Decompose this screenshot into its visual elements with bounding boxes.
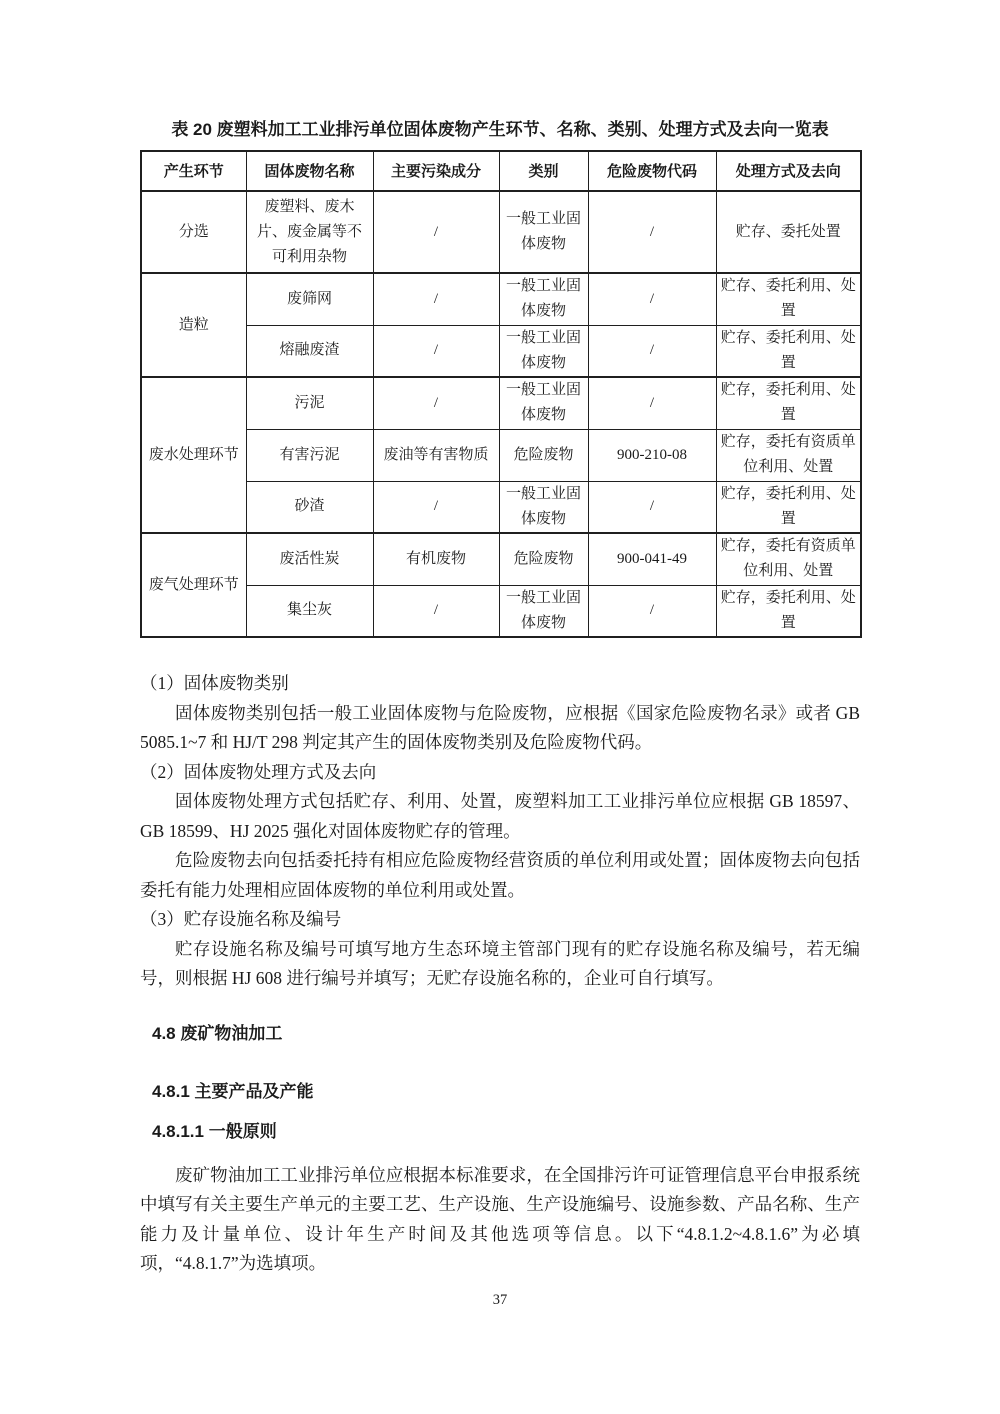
table-row [141,191,861,273]
note-item-heading: （2）固体废物处理方式及去向 [140,761,377,782]
cell-code: / [588,325,716,377]
note-item-heading: （1）固体废物类别 [140,673,289,693]
cell-pollutant: / [373,377,499,429]
cell-stage: 废气处理环节 [141,533,246,637]
note-paragraph: 固体废物处理方式包括贮存、利用、处置，废塑料加工工业排污单位应根据 GB 18597、GB 18599、HJ 2025 强化对固体废物贮存的管理。 [140,791,860,841]
cell-disposal: 贮存、委托利用、处置 [716,325,861,377]
cell-disposal: 贮存，委托有资质单位利用、处置 [716,429,861,481]
cell-disposal: 贮存，委托利用、处置 [716,481,861,533]
header-code: 危险废物代码 [588,151,716,191]
cell-code: 900-041-49 [588,533,716,585]
page-content [140,0,860,1279]
section-paragraph: 废矿物油加工工业排污单位应根据本标准要求，在全国排污许可证管理信息平台申报系统中填写有关主要生产单元的主要工艺、生产设施、生产设施编号、设施参数、产品名称、生产能力及计量单位、设计年生产时间及其他选项等信息。以下“4.8.1.2~4.8.1.6”为必填项，“4.8.1.7”为选填项。 [140,1164,860,1273]
table-row [141,533,861,585]
header-disposal: 处理方式及去向 [716,151,861,191]
cell-pollutant: 有机废物 [373,533,499,585]
cell-category: 一般工业固体废物 [499,585,588,637]
cell-waste-name: 集尘灰 [246,585,373,637]
header-waste-name: 固体废物名称 [246,151,373,191]
cell-waste-name: 废塑料、废木片、废金属等不可利用杂物 [246,191,373,273]
cell-waste-name: 废筛网 [246,273,373,325]
cell-category: 一般工业固体废物 [499,191,588,273]
cell-category: 一般工业固体废物 [499,377,588,429]
cell-category: 一般工业固体废物 [499,273,588,325]
cell-stage: 分选 [141,191,246,273]
cell-category: 一般工业固体废物 [499,325,588,377]
table-row [141,481,861,533]
cell-code: 900-210-08 [588,429,716,481]
note-paragraph: 固体废物类别包括一般工业固体废物与危险废物，应根据《国家危险废物名录》或者 GB 5085.1~7 和 HJ/T 298 判定其产生的固体废物类别及危险废物代码。 [140,702,860,752]
cell-pollutant: / [373,481,499,533]
table-row [141,585,861,637]
header-pollutant: 主要污染成分 [373,151,499,191]
cell-disposal: 贮存、委托利用、处置 [716,273,861,325]
cell-pollutant: / [373,325,499,377]
page-number: 37 [492,1292,508,1308]
table-row [141,325,861,377]
cell-waste-name: 有害污泥 [246,429,373,481]
table-header-row [141,151,861,191]
cell-code: / [588,377,716,429]
cell-stage: 造粒 [141,273,246,377]
cell-disposal: 贮存，委托利用、处置 [716,377,861,429]
cell-pollutant: 废油等有害物质 [373,429,499,481]
note-paragraph: 危险废物去向包括委托持有相应危险废物经营资质的单位利用或处置；固体废物去向包括委托有能力处理相应固体废物的单位利用或处置。 [140,850,860,900]
cell-disposal: 贮存，委托利用、处置 [716,585,861,637]
section-heading-4-8-1-1: 4.8.1.1 一般原则 [152,1121,277,1141]
table-row [141,273,861,325]
table-row [141,377,861,429]
cell-waste-name: 熔融废渣 [246,325,373,377]
cell-code: / [588,481,716,533]
header-category: 类别 [499,151,588,191]
cell-code: / [588,585,716,637]
cell-waste-name: 砂渣 [246,481,373,533]
cell-waste-name: 污泥 [246,377,373,429]
cell-category: 一般工业固体废物 [499,481,588,533]
cell-category: 危险废物 [499,429,588,481]
header-stage: 产生环节 [141,151,246,191]
cell-pollutant: / [373,191,499,273]
cell-category: 危险废物 [499,533,588,585]
solid-waste-table [140,150,862,638]
note-item-heading: （3）贮存设施名称及编号 [140,909,342,929]
cell-disposal: 贮存、委托处置 [716,191,861,273]
cell-pollutant: / [373,273,499,325]
cell-waste-name: 废活性炭 [246,533,373,585]
notes-block [140,669,860,994]
note-paragraph: 贮存设施名称及编号可填写地方生态环境主管部门现有的贮存设施名称及编号，若无编号，则根据 HJ 608 进行编号并填写；无贮存设施名称的，企业可自行填写。 [140,938,860,988]
section-body-block [140,1161,860,1279]
section-heading-4-8: 4.8 废矿物油加工 [152,1023,283,1043]
cell-stage: 废水处理环节 [141,377,246,533]
cell-code: / [588,273,716,325]
table-row [141,429,861,481]
cell-pollutant: / [373,585,499,637]
section-heading-4-8-1: 4.8.1 主要产品及产能 [152,1081,314,1101]
cell-code: / [588,191,716,273]
table-caption: 表 20 废塑料加工工业排污单位固体废物产生环节、名称、类别、处理方式及去向一览表 [171,120,829,139]
cell-disposal: 贮存，委托有资质单位利用、处置 [716,533,861,585]
